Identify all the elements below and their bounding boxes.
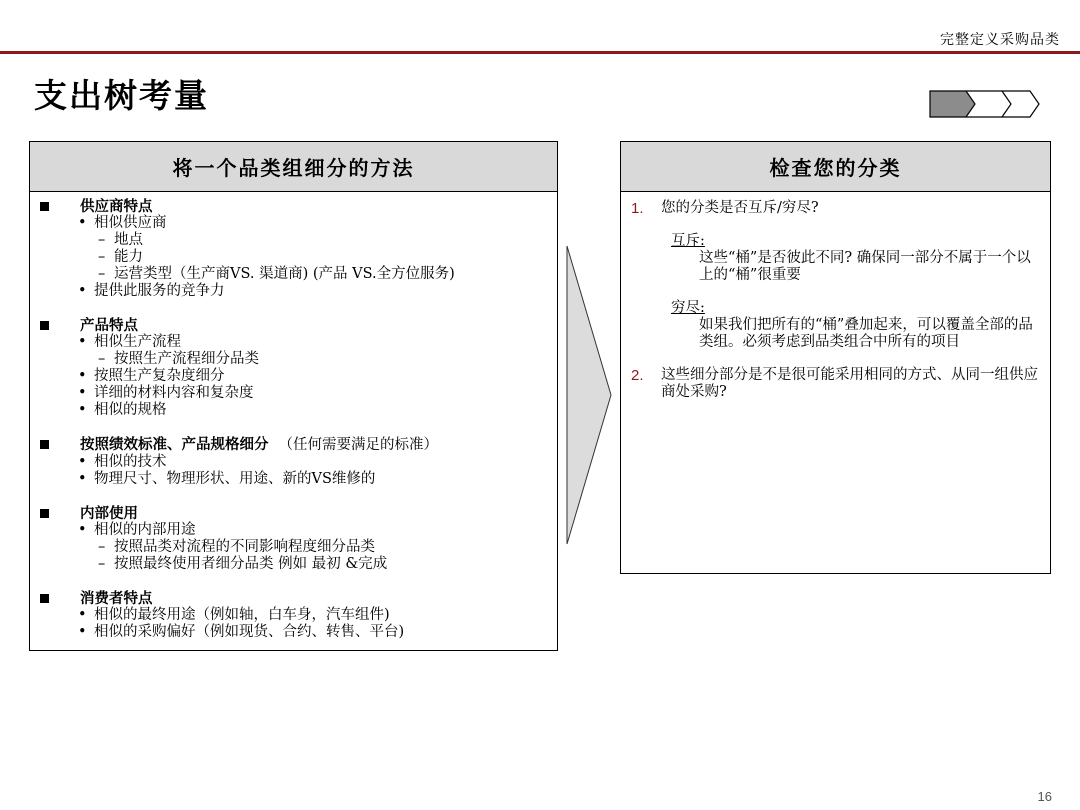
exhaustive-label: 穷尽: [671, 300, 705, 316]
sub-bullet-text: 运营类型（生产商VS. 渠道商) (产品 VS.全方位服务) [114, 266, 455, 282]
section-title-note: （任何需要满足的标准） [278, 437, 438, 453]
section-title-text: 消费者特点 [80, 590, 153, 607]
method-section-title [40, 590, 547, 607]
bullet-item-text: 物理尺寸、物理形状、用途、新的VS维修的 [94, 471, 376, 487]
bullet-dot-icon: • [78, 368, 87, 384]
sub-bullet-text: 能力 [114, 249, 143, 265]
bullet-item [40, 471, 547, 488]
sub-bullet-text: 地点 [114, 232, 143, 248]
sub-bullet-text: 按照品类对流程的不同影响程度细分品类 [114, 539, 375, 555]
square-bullet-icon [40, 202, 49, 211]
sub-bullet-item [40, 266, 547, 283]
section-title-text: 内部使用 [80, 505, 138, 522]
dash-bullet-icon: – [98, 556, 106, 572]
dash-bullet-icon: – [98, 351, 106, 367]
method-section [40, 505, 547, 573]
bullet-item-text: 相似的采购偏好（例如现货、合约、转售、平台) [94, 624, 405, 640]
question-2-number: 2. [631, 367, 644, 384]
exclusive-label: 互斥: [671, 233, 705, 249]
method-section [40, 436, 547, 488]
section-topic: 完整定义采购品类 [940, 32, 1060, 48]
bullet-item-text: 相似的内部用途 [94, 522, 196, 538]
header-divider [0, 51, 1080, 54]
method-section-title [40, 198, 547, 215]
bullet-dot-icon: • [78, 607, 87, 623]
exclusive-heading [631, 233, 1040, 250]
bullet-item-text: 相似的技术 [94, 454, 167, 470]
exhaustive-text: 如果我们把所有的“桶”叠加起来，可以覆盖全部的品类组。必须考虑到品类组合中所有的项目 [699, 317, 1033, 350]
sub-bullet-item [40, 351, 547, 368]
chevron-step-1 [930, 91, 975, 117]
bullet-dot-icon: • [78, 402, 87, 418]
method-section-title [40, 317, 547, 334]
method-section [40, 198, 547, 300]
section-title-text: 产品特点 [80, 317, 138, 334]
bullet-dot-icon: • [78, 624, 87, 640]
bullet-item [40, 215, 547, 232]
square-bullet-icon [40, 594, 49, 603]
bullet-dot-icon: • [78, 215, 87, 231]
sub-bullet-item [40, 556, 547, 573]
page-number: 16 [1037, 789, 1052, 804]
square-bullet-icon [40, 321, 49, 330]
sub-bullet-text: 按照生产流程细分品类 [114, 351, 259, 367]
bullet-dot-icon: • [78, 471, 87, 487]
right-panel-title: 检查您的分类 [621, 142, 1050, 192]
question-2-text: 这些细分部分是不是很可能采用相同的方式、从同一组供应商处采购? [661, 367, 1038, 400]
bullet-item [40, 454, 547, 471]
dash-bullet-icon: – [98, 249, 106, 265]
bullet-dot-icon: • [78, 334, 87, 350]
bullet-item [40, 334, 547, 351]
bullet-dot-icon: • [78, 522, 87, 538]
left-panel-title: 将一个品类组细分的方法 [30, 142, 557, 192]
question-1-text: 您的分类是否互斥/穷尽? [661, 200, 819, 216]
bullet-dot-icon: • [78, 385, 87, 401]
question-1 [631, 200, 1040, 217]
arrow-right-icon [566, 245, 614, 545]
bullet-item-text: 相似供应商 [94, 215, 167, 231]
question-2 [631, 367, 1040, 401]
dash-bullet-icon: – [98, 232, 106, 248]
dash-bullet-icon: – [98, 266, 106, 282]
section-title-text: 供应商特点 [80, 198, 153, 215]
sub-bullet-item [40, 539, 547, 556]
bullet-item [40, 607, 547, 624]
sub-bullet-item [40, 249, 547, 266]
method-section-title [40, 436, 547, 454]
left-panel-body [30, 192, 557, 641]
bullet-item-text: 相似的规格 [94, 402, 167, 418]
bullet-item [40, 385, 547, 402]
square-bullet-icon [40, 440, 49, 449]
exclusive-text: 这些“桶”是否彼此不同? 确保同一部分不属于一个以上的“桶”很重要 [699, 250, 1031, 283]
segmentation-methods-panel [29, 141, 558, 651]
bullet-dot-icon: • [78, 454, 87, 470]
question-1-number: 1. [631, 200, 644, 217]
right-panel-body [621, 192, 1050, 401]
bullet-item [40, 368, 547, 385]
bullet-item [40, 283, 547, 300]
bullet-item-text: 相似的最终用途（例如轴，白车身，汽车组件) [94, 607, 390, 623]
bullet-dot-icon: • [78, 283, 87, 299]
bullet-item [40, 402, 547, 419]
bullet-item-text: 相似生产流程 [94, 334, 181, 350]
square-bullet-icon [40, 509, 49, 518]
method-section-title [40, 505, 547, 522]
bullet-item [40, 624, 547, 641]
section-title-text: 按照绩效标准、产品规格细分 [80, 436, 269, 453]
check-classification-panel [620, 141, 1051, 574]
bullet-item-text: 提供此服务的竞争力 [94, 283, 225, 299]
bullet-item [40, 522, 547, 539]
exhaustive-heading [631, 300, 1040, 317]
dash-bullet-icon: – [98, 539, 106, 555]
method-section [40, 590, 547, 641]
progress-chevrons-icon [929, 90, 1041, 118]
sub-bullet-item [40, 232, 547, 249]
bullet-item-text: 详细的材料内容和复杂度 [94, 385, 254, 401]
sub-bullet-text: 按照最终使用者细分品类 例如 最初 &完成 [114, 556, 388, 572]
chevron-step-3 [1002, 91, 1039, 117]
method-section [40, 317, 547, 419]
page-title: 支出树考量 [34, 76, 209, 115]
bullet-item-text: 按照生产复杂度细分 [94, 368, 225, 384]
